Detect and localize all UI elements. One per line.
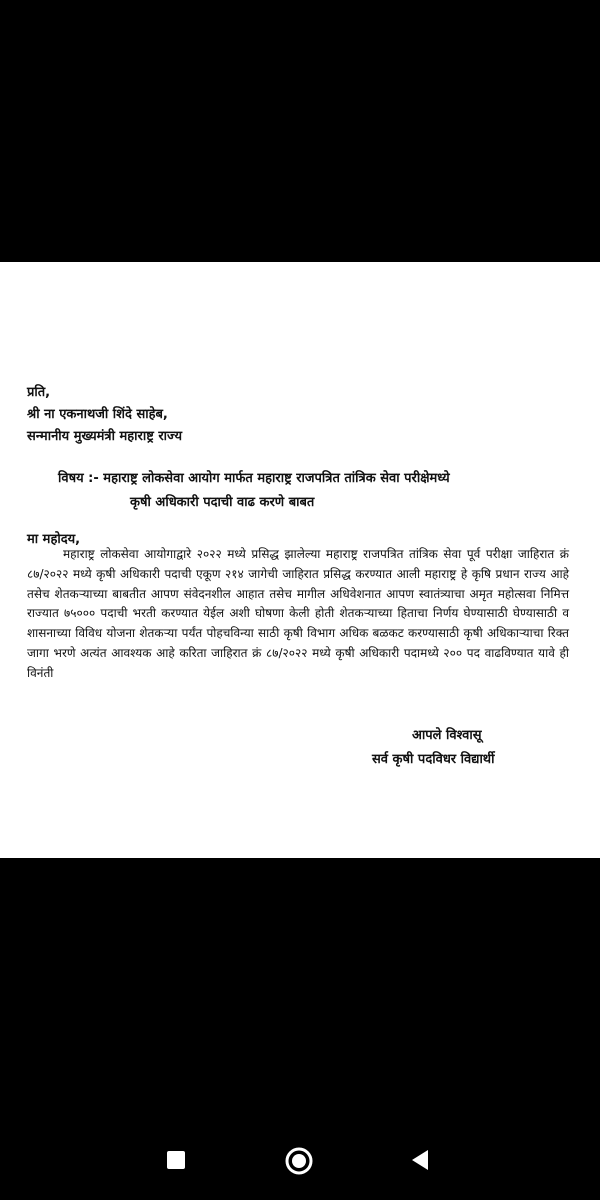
home-icon xyxy=(284,1146,314,1176)
navigation-bar xyxy=(0,1130,600,1190)
signature-line: सर्व कृषी पदविधर विद्यार्थी xyxy=(372,752,495,767)
addressee-designation: सन्मानीय मुख्यमंत्री महाराष्ट्र राज्य xyxy=(27,429,182,444)
back-icon xyxy=(406,1146,434,1174)
subject-line-2: कृषी अधिकारी पदाची वाढ करणे बाबत xyxy=(130,495,315,510)
letter-image xyxy=(0,262,600,858)
letter-body: महाराष्ट्र लोकसेवा आयोगाद्वारे २०२२ मध्ये प्रसिद्ध झालेल्या महाराष्ट्र राजपत्रित तांत्रिक सेवा पूर्व परीक्षा जाहिरात क्रं ८७/२०२२ मध्ये कृषी अधिकारी पदाची एकूण २१४ जागेची जाहिरात प्रसिद्ध करण्यात आली महाराष्ट्र हे कृषि प्रधान राज्य आहे तसेच शेतकऱ्याच्या बाबतीत आपण संवेदनशील आहात तसेच मागील अधिवेशनात आपण स्वातंत्र्याचा अमृत महोत्सवा निमित्त राज्यात ७५००० पदाची भरती करण्यात येईल अशी घोषणा केली होती शेतकऱ्याच्या हिताचा निर्णय घेण्यासाठी घेण्यासाठी व शासनाच्या विविध योजना शेतकऱ्या पर्यंत पोहचविन्या साठी कृषी विभाग अधिक बळकट करण्यासाठी कृषी अधिकाऱ्याचा रिक्त जागा भरणे अत्यंत आवश्यक आहे करिता जाहिरात क्रं ८७/२०२२ मध्ये कृषी अधिकारी पदामध्ये २०० पद वाढविण्यात यावे ही विनंती xyxy=(27,547,569,680)
subject-block xyxy=(58,467,558,515)
addressee-block xyxy=(27,382,182,448)
addressee-name: श्री ना एकनाथजी शिंदे साहेब, xyxy=(27,407,168,422)
subject-line-1: विषय :- महाराष्ट्र लोकसेवा आयोग मार्फत महाराष्ट्र राजपत्रित तांत्रिक सेवा परीक्षेमध्ये xyxy=(58,471,450,486)
addressee-prefix: प्रति, xyxy=(27,385,51,400)
signoff-block xyxy=(372,724,494,772)
closing-line: आपले विश्वासू xyxy=(412,728,482,743)
home-button[interactable] xyxy=(284,1146,312,1174)
salutation: मा महोदय, xyxy=(27,532,81,547)
recents-icon xyxy=(162,1146,190,1174)
recents-button[interactable] xyxy=(162,1146,190,1174)
back-button[interactable] xyxy=(406,1146,434,1174)
